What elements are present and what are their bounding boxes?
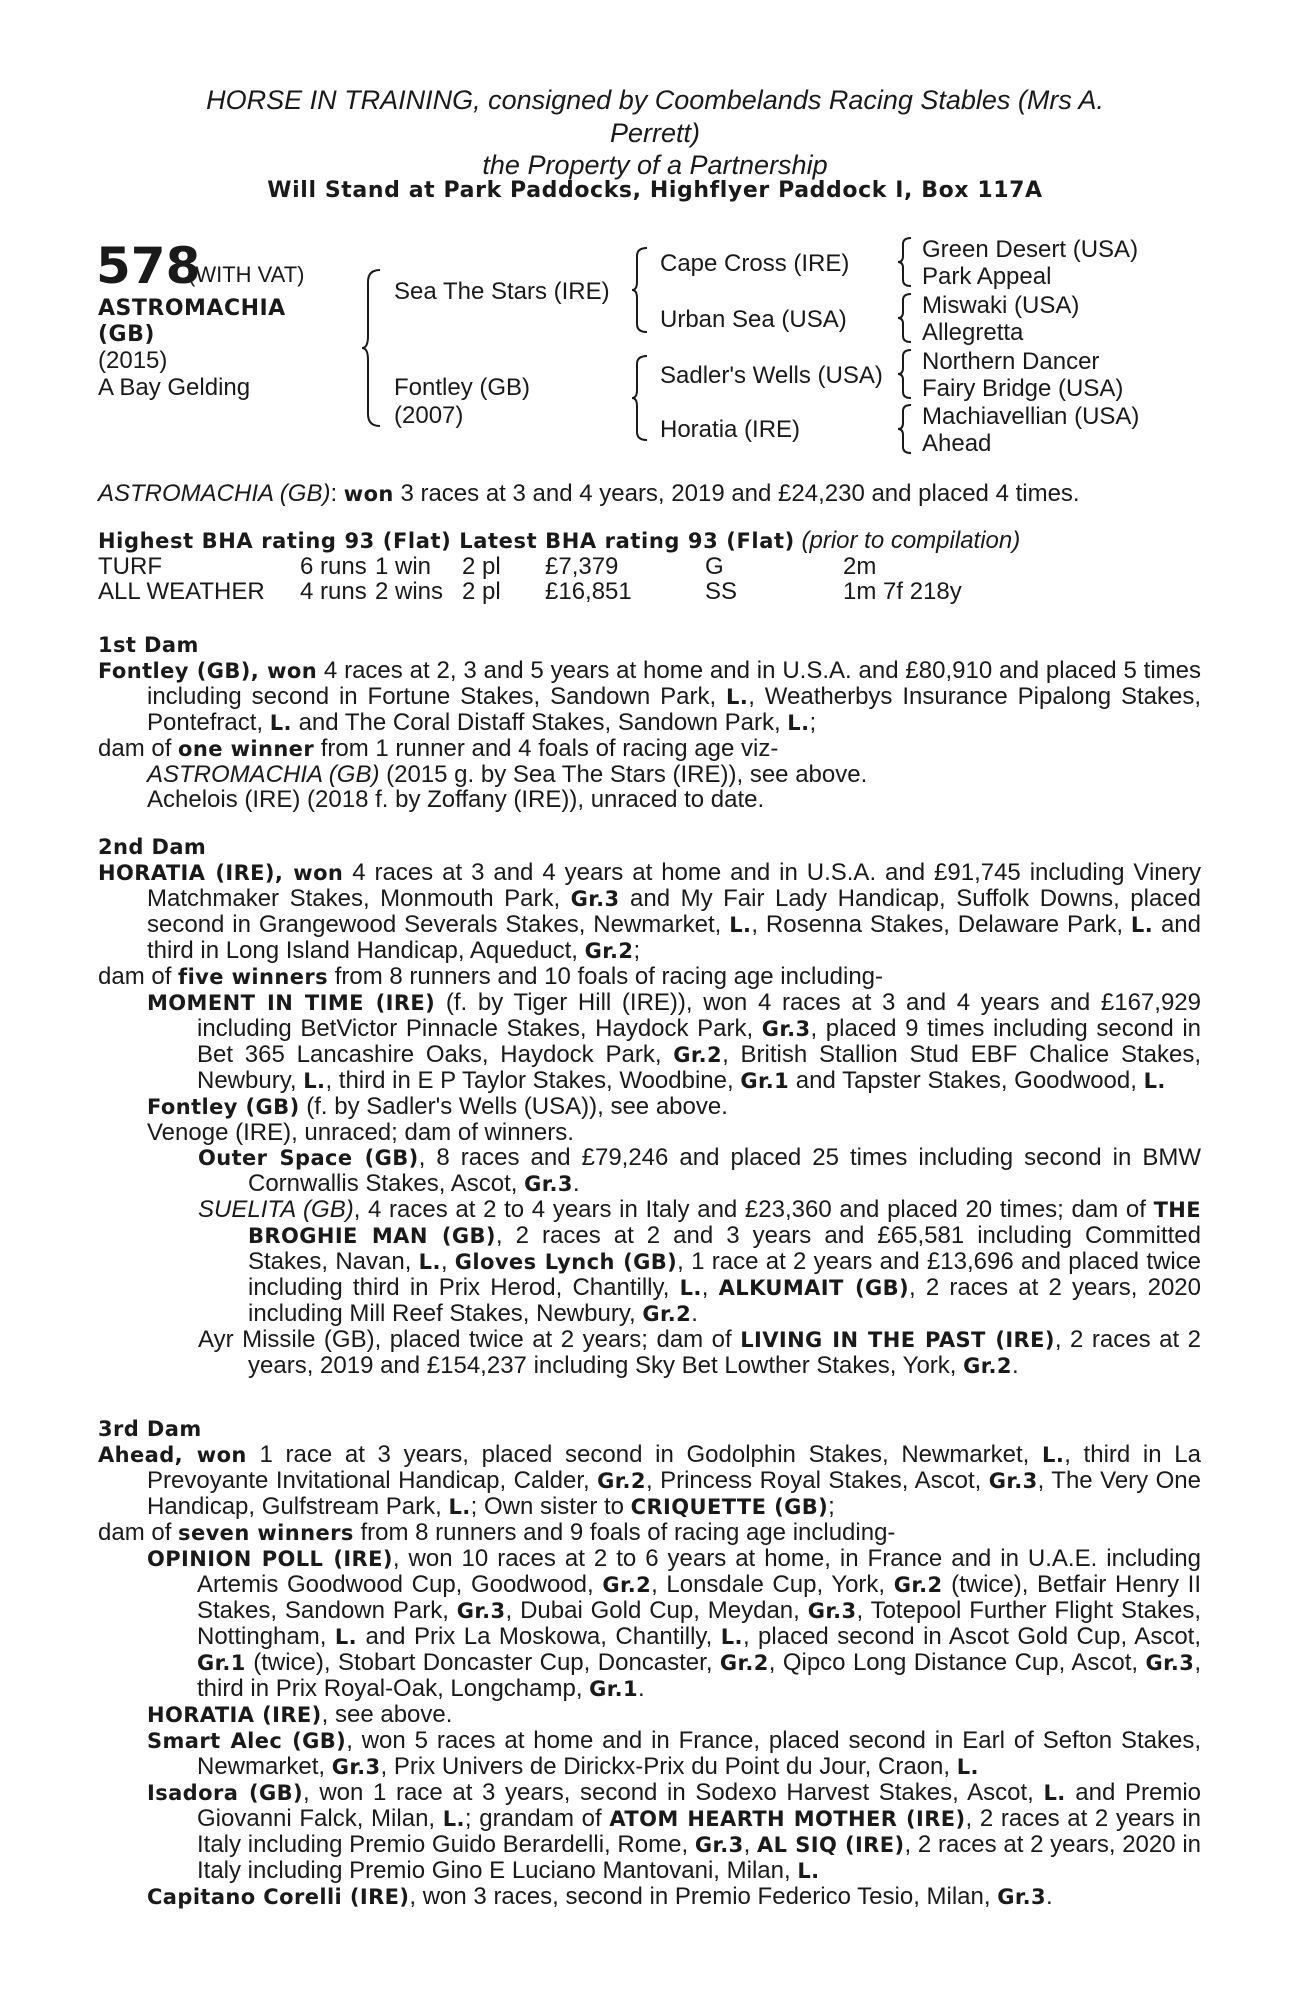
pedigree-g3-7: Machiavellian (USA) [922,403,1140,430]
pedigree-brace-g2 [896,292,914,344]
pedigree-brace-gen1 [360,268,384,428]
first-dam-progeny-2: Achelois (IRE) (2018 f. by Zoffany (IRE)), unraced to date. [147,786,765,813]
header-stand-line: Will Stand at Park Paddocks, Highflyer Paddock I, Box 117A [267,178,1043,203]
first-dam-won: won [267,659,318,683]
lot-number: 578 [96,237,201,295]
pedigree-g3-8: Ahead [922,430,992,457]
pedigree-brace-sire [630,246,650,334]
third-dam-progeny-capitano-corelli: Capitano Corelli (IRE), won 3 races, second in Premio Federico Tesio, Milan, Gr.3. [147,1883,1053,1910]
rating-row-runs: 4 runs [300,578,367,605]
third-dam-progeny-opinion-poll: OPINION POLL (IRE), won 10 races at 2 to 6 years at home, in France and in U.A.E. including Artemis Goodwood Cup, Goodwood, Gr.2, Lonsdale Cup, York, Gr.2 (twice), Betfair Henry II Stakes, Sandown Park, Gr.3, Dubai Gold Cup, Meydan, Gr.3, Totepool Further Flight Stakes, Nottingham, L. and Prix La Moskowa, Chantilly, L., placed second in Ascot Gold Cup, Ascot, Gr.1 (twice), Stobart Doncaster Cup, Doncaster, Gr.2, Qipco Long Distance Cup, Ascot, Gr.3, third in Prix Royal-Oak, Longchamp, Gr.1. [147,1545,1202,1702]
lot-vat-note: (WITH VAT) [188,262,305,287]
summary-won: won [343,482,394,506]
rating-row-distance: 1m 7f 218y [843,578,962,605]
third-dam-progeny-isadora: Isadora (GB), won 1 race at 3 years, second in Sodexo Harvest Stakes, Ascot, L. and Premio Giovanni Falck, Milan, L.; grandam of ATOM HEARTH MOTHER (IRE), 2 races at 2 years in Italy including Premio Guido Berardelli, Rome, Gr.3, AL SIQ (IRE), 2 races at 2 years, 2020 in Italy including Premio Gino E Luciano Mantovani, Milan, L. [147,1779,1201,1884]
pedigree-brace-g3 [896,348,914,400]
lot-horse-country: (GB) [98,322,155,347]
pedigree-g3-5: Northern Dancer [922,348,1100,375]
second-dam-produce-summary: dam of five winners from 8 runners and 10 foals of racing age including- [98,963,884,990]
venoge-progeny-outer-space: Outer Space (GB), 8 races and £79,246 and placed 25 times including second in BMW Cornwallis Stakes, Ascot, Gr.3. [198,1144,1202,1197]
third-dam-heading: 3rd Dam [98,1417,202,1441]
second-dam-record: HORATIA (IRE), won 4 races at 3 and 4 years at home and in U.S.A. and £91,745 including Vinery Matchmaker Stakes, Monmouth Park, Gr.3 and My Fair Lady Handicap, Suffolk Downs, placed second in Grangewood Severals Stakes, Newmarket, L., Rosenna Stakes, Delaware Park, L. and third in Long Island Handicap, Aqueduct, Gr.2; [98,859,1202,964]
rating-row-wins: 2 wins [375,578,444,605]
second-dam-progeny-moment-in-time: MOMENT IN TIME (IRE) (f. by Tiger Hill (IRE)), won 4 races at 3 and 4 years and £167,929 including BetVictor Pinnacle Stakes, Haydock Park, Gr.3, placed 9 times including second in Bet 365 Lancashire Oaks, Haydock Park, Gr.2, British Stallion Stud EBF Chalice Stakes, Newbury, L., third in E P Taylor Stakes, Woodbine, Gr.1 and Tapster Stakes, Goodwood, L. [147,989,1202,1094]
rating-row-distance: 2m [843,553,877,580]
pedigree-g3-6: Fairy Bridge (USA) [922,375,1124,402]
pedigree-brace-g1 [896,236,914,288]
second-dam-progeny-venoge: Venoge (IRE), unraced; dam of winners. [147,1119,574,1146]
rating-row-going: G [705,553,724,580]
pedigree-g3-1: Green Desert (USA) [922,236,1139,263]
lot-foaling-year: (2015) [98,347,168,374]
first-dam-heading: 1st Dam [98,633,199,657]
header-consignor-line: HORSE IN TRAINING, consigned by Coombelands Racing Stables (Mrs A. [206,85,1104,115]
rating-row-going: SS [705,578,738,605]
third-dam-name: Ahead [98,1443,175,1467]
summary-horse-name: ASTROMACHIA (GB) [98,480,331,507]
third-dam-section [98,1442,1201,1910]
pedigree-brace-dam [630,354,650,442]
rating-row-money: £16,851 [545,578,632,605]
lot-description: A Bay Gelding [98,374,251,401]
race-summary [98,481,1201,507]
pedigree-dam: Fontley (GB) [394,374,531,401]
second-dam-name: HORATIA (IRE) [98,861,275,885]
lot-horse-name: ASTROMACHIA [98,296,286,321]
rating-row-wins: 1 win [375,553,432,580]
first-dam-produce-summary: dam of one winner from 1 runner and 4 foals of racing age viz- [98,735,779,762]
venoge-progeny-ayr-missile: Ayr Missile (GB), placed twice at 2 years; dam of LIVING IN THE PAST (IRE), 2 races at 2 years, 2019 and £154,237 including Sky Bet Lowther Stakes, York, Gr.2. [198,1326,1201,1379]
rating-row-surface: TURF [98,553,162,580]
first-dam-progeny-1: ASTROMACHIA (GB) (2015 g. by Sea The Stars (IRE)), see above. [147,761,868,788]
pedigree-g3-3: Miswaki (USA) [922,292,1080,319]
header-consignor-line-2: Perrett) [609,118,701,148]
venoge-progeny-suelita: SUELITA (GB), 4 races at 2 to 4 years in Italy and £23,360 and placed 20 times; dam of THE BROGHIE MAN (GB), 2 races at 2 and 3 years and £65,581 including Committed Stakes, Navan, L., Gloves Lynch (GB), 1 race at 2 years and £13,696 and placed twice including third in Prix Herod, Chantilly, L., ALKUMAIT (GB), 2 races at 2 years, 2020 including Mill Reef Stakes, Newbury, Gr.2. [198,1196,1202,1327]
pedigree-sire-dam: Urban Sea (USA) [660,306,847,333]
rating-heading-text: Highest BHA rating 93 (Flat) Latest BHA rating 93 (Flat) [98,529,795,553]
second-dam-section [98,860,1201,1379]
pedigree-dam-sire: Sadler's Wells (USA) [660,362,883,389]
third-dam-progeny-smart-alec: Smart Alec (GB), won 5 races at home and in France, placed second in Earl of Sefton Stakes, Newmarket, Gr.3, Prix Univers de Dirickx-Prix du Point du Jour, Craon, L. [147,1727,1201,1780]
first-dam-record: Fontley (GB), won 4 races at 2, 3 and 5 years at home and in U.S.A. and £80,910 and placed 5 times including second in Fortune Stakes, Sandown Park, L., Weatherbys Insurance Pipalong Stakes, Pontefract, L. and The Coral Distaff Stakes, Sandown Park, L.; [98,657,1202,736]
rating-row-surface: ALL WEATHER [98,578,265,605]
second-dam-progeny-fontley: Fontley (GB) (f. by Sadler's Wells (USA)), see above. [147,1093,728,1120]
pedigree-dam-year: (2007) [394,402,464,429]
rating-row-placed: 2 pl [462,578,501,605]
rating-row-runs: 6 runs [300,553,367,580]
rating-heading-note: (prior to compilation) [794,527,1021,554]
summary-text: 3 races at 3 and 4 years, 2019 and £24,230 and placed 4 times. [393,480,1080,507]
third-dam-produce-summary: dam of seven winners from 8 runners and 9 foals of racing age including- [98,1519,896,1546]
rating-row-placed: 2 pl [462,553,501,580]
rating-row-money: £7,379 [545,553,619,580]
summary-colon: : [330,480,344,507]
pedigree-dam-dam: Horatia (IRE) [660,416,801,443]
first-dam-name: Fontley (GB) [98,659,251,683]
rating-heading [98,527,1020,555]
second-dam-heading: 2nd Dam [98,835,207,859]
pedigree-sire: Sea The Stars (IRE) [394,278,610,305]
pedigree-brace-g4 [896,403,914,455]
third-dam-progeny-horatia: HORATIA (IRE), see above. [147,1701,453,1728]
first-dam-section [98,658,1201,812]
third-dam-record: Ahead, won 1 race at 3 years, placed second in Godolphin Stakes, Newmarket, L., third in La Prevoyante Invitational Handicap, Calder, Gr.2, Princess Royal Stakes, Ascot, Gr.3, The Very One Handicap, Gulfstream Park, L.; Own sister to CRIQUETTE (GB); [98,1441,1201,1520]
pedigree-g3-2: Park Appeal [922,263,1052,290]
header-property-line: the Property of a Partnership [482,150,828,180]
pedigree-sire-sire: Cape Cross (IRE) [660,250,850,277]
pedigree-g3-4: Allegretta [922,319,1024,346]
